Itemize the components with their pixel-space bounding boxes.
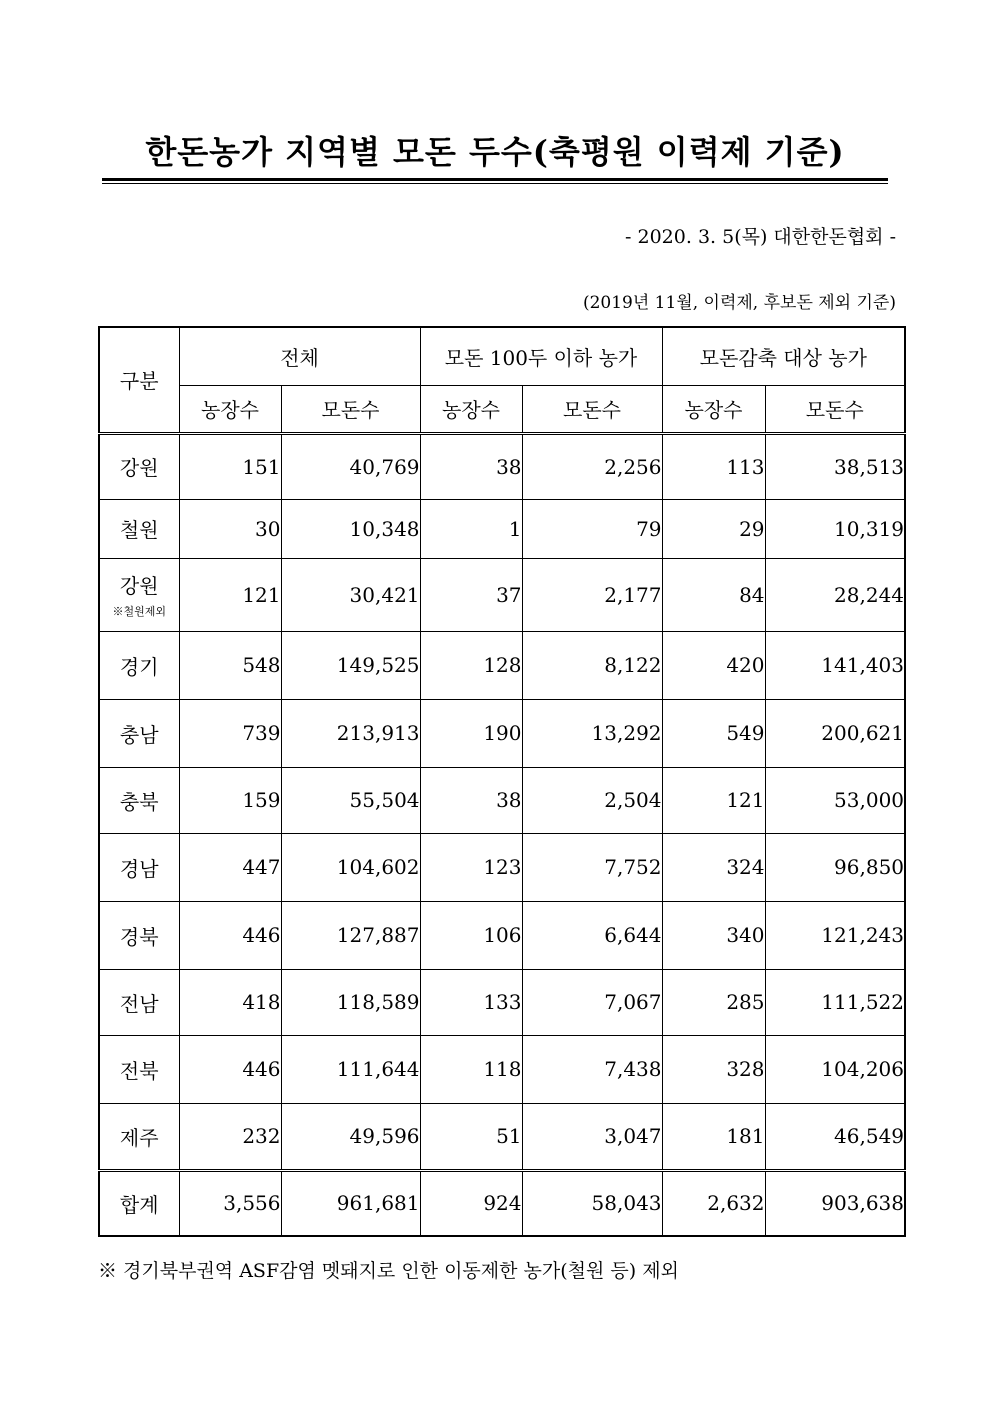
region-name: 충남 bbox=[119, 722, 159, 747]
region-cell bbox=[99, 1035, 179, 1103]
header-farms: 농장수 bbox=[662, 385, 765, 433]
farms-value: 37 bbox=[420, 558, 522, 631]
sows-value: 6,644 bbox=[522, 901, 662, 969]
sows-value: 2,177 bbox=[522, 558, 662, 631]
farms-value: 30 bbox=[179, 499, 281, 558]
region-name: 경북 bbox=[119, 924, 159, 949]
table-row bbox=[99, 833, 905, 901]
sows-value: 7,067 bbox=[522, 969, 662, 1035]
basis-note: (2019년 11월, 이력제, 후보돈 제외 기준) bbox=[582, 293, 896, 313]
sows-value: 79 bbox=[522, 499, 662, 558]
farms-value: 38 bbox=[420, 767, 522, 833]
title-underline-thin bbox=[102, 183, 888, 184]
farms-value: 29 bbox=[662, 499, 765, 558]
farms-value: 418 bbox=[179, 969, 281, 1035]
region-name: 경남 bbox=[119, 856, 159, 881]
total-farms-value: 2,632 bbox=[662, 1170, 765, 1236]
sows-value: 40,769 bbox=[281, 433, 420, 499]
header-category: 구분 bbox=[99, 327, 179, 433]
farms-value: 548 bbox=[179, 631, 281, 699]
farms-value: 340 bbox=[662, 901, 765, 969]
table-row bbox=[99, 901, 905, 969]
farms-value: 446 bbox=[179, 1035, 281, 1103]
table-row bbox=[99, 558, 905, 631]
sow-count-table bbox=[98, 326, 906, 1237]
title-block bbox=[102, 126, 888, 184]
farms-value: 106 bbox=[420, 901, 522, 969]
farms-value: 447 bbox=[179, 833, 281, 901]
header-group-small-farms: 모돈 100두 이하 농가 bbox=[420, 327, 662, 385]
header-sows: 모돈수 bbox=[765, 385, 905, 433]
farms-value: 133 bbox=[420, 969, 522, 1035]
sows-value: 213,913 bbox=[281, 699, 420, 767]
sows-value: 127,887 bbox=[281, 901, 420, 969]
table-row bbox=[99, 631, 905, 699]
table-row bbox=[99, 433, 905, 499]
header-group-reduction-farms: 모돈감축 대상 농가 bbox=[662, 327, 905, 385]
sows-value: 30,421 bbox=[281, 558, 420, 631]
header-farms: 농장수 bbox=[420, 385, 522, 433]
sows-value: 7,438 bbox=[522, 1035, 662, 1103]
region-cell bbox=[99, 767, 179, 833]
region-cell bbox=[99, 558, 179, 631]
farms-value: 121 bbox=[662, 767, 765, 833]
sows-value: 49,596 bbox=[281, 1103, 420, 1170]
region-cell bbox=[99, 433, 179, 499]
sows-value: 10,348 bbox=[281, 499, 420, 558]
sows-value: 2,256 bbox=[522, 433, 662, 499]
page-title: 한돈농가 지역별 모돈 두수(축평원 이력제 기준) bbox=[145, 133, 845, 171]
issuer-line: - 2020. 3. 5(목) 대한한돈협회 - bbox=[625, 226, 896, 248]
farms-value: 181 bbox=[662, 1103, 765, 1170]
table-row bbox=[99, 499, 905, 558]
sows-value: 149,525 bbox=[281, 631, 420, 699]
region-note: ※철원제외 bbox=[112, 605, 166, 618]
header-sows: 모돈수 bbox=[522, 385, 662, 433]
region-name: 제주 bbox=[119, 1125, 159, 1150]
region-name: 전북 bbox=[119, 1058, 159, 1083]
sows-value: 13,292 bbox=[522, 699, 662, 767]
sows-value: 55,504 bbox=[281, 767, 420, 833]
table-row bbox=[99, 1103, 905, 1170]
sows-value: 10,319 bbox=[765, 499, 905, 558]
farms-value: 446 bbox=[179, 901, 281, 969]
region-name: 충북 bbox=[119, 789, 159, 814]
farms-value: 51 bbox=[420, 1103, 522, 1170]
sows-value: 96,850 bbox=[765, 833, 905, 901]
sows-value: 118,589 bbox=[281, 969, 420, 1035]
sows-value: 28,244 bbox=[765, 558, 905, 631]
total-sows-value: 58,043 bbox=[522, 1170, 662, 1236]
farms-value: 328 bbox=[662, 1035, 765, 1103]
sows-value: 111,522 bbox=[765, 969, 905, 1035]
sows-value: 141,403 bbox=[765, 631, 905, 699]
farms-value: 232 bbox=[179, 1103, 281, 1170]
farms-value: 159 bbox=[179, 767, 281, 833]
sows-value: 3,047 bbox=[522, 1103, 662, 1170]
region-name: 철원 bbox=[119, 518, 159, 542]
region-cell bbox=[99, 901, 179, 969]
title-underline bbox=[102, 178, 888, 181]
sows-value: 111,644 bbox=[281, 1035, 420, 1103]
table-row bbox=[99, 699, 905, 767]
farms-value: 739 bbox=[179, 699, 281, 767]
sows-value: 121,243 bbox=[765, 901, 905, 969]
total-farms-value: 3,556 bbox=[179, 1170, 281, 1236]
farms-value: 118 bbox=[420, 1035, 522, 1103]
farms-value: 324 bbox=[662, 833, 765, 901]
region-cell bbox=[99, 499, 179, 558]
sows-value: 38,513 bbox=[765, 433, 905, 499]
farms-value: 285 bbox=[662, 969, 765, 1035]
farms-value: 190 bbox=[420, 699, 522, 767]
farms-value: 128 bbox=[420, 631, 522, 699]
sows-value: 200,621 bbox=[765, 699, 905, 767]
region-name: 강원 bbox=[119, 456, 159, 480]
farms-value: 84 bbox=[662, 558, 765, 631]
farms-value: 123 bbox=[420, 833, 522, 901]
region-name: 경기 bbox=[119, 654, 159, 679]
table-row bbox=[99, 1035, 905, 1103]
region-cell bbox=[99, 1103, 179, 1170]
sows-value: 53,000 bbox=[765, 767, 905, 833]
farms-value: 38 bbox=[420, 433, 522, 499]
table-row bbox=[99, 767, 905, 833]
sows-value: 104,602 bbox=[281, 833, 420, 901]
region-cell bbox=[99, 833, 179, 901]
total-sows-value: 903,638 bbox=[765, 1170, 905, 1236]
region-name: 강원 bbox=[119, 574, 159, 598]
header-sows: 모돈수 bbox=[281, 385, 420, 433]
header-group-total: 전체 bbox=[179, 327, 420, 385]
total-sows-value: 961,681 bbox=[281, 1170, 420, 1236]
region-name: 전남 bbox=[119, 991, 159, 1016]
header-farms: 농장수 bbox=[179, 385, 281, 433]
farms-value: 1 bbox=[420, 499, 522, 558]
total-row bbox=[99, 1170, 905, 1236]
sows-value: 104,206 bbox=[765, 1035, 905, 1103]
farms-value: 151 bbox=[179, 433, 281, 499]
region-cell bbox=[99, 699, 179, 767]
sows-value: 7,752 bbox=[522, 833, 662, 901]
table-row bbox=[99, 969, 905, 1035]
total-label: 합계 bbox=[99, 1170, 179, 1236]
region-cell bbox=[99, 969, 179, 1035]
farms-value: 549 bbox=[662, 699, 765, 767]
sows-value: 8,122 bbox=[522, 631, 662, 699]
region-cell bbox=[99, 631, 179, 699]
farms-value: 420 bbox=[662, 631, 765, 699]
farms-value: 121 bbox=[179, 558, 281, 631]
sows-value: 2,504 bbox=[522, 767, 662, 833]
farms-value: 113 bbox=[662, 433, 765, 499]
total-farms-value: 924 bbox=[420, 1170, 522, 1236]
sows-value: 46,549 bbox=[765, 1103, 905, 1170]
footnote: ※ 경기북부권역 ASF감염 멧돼지로 인한 이동제한 농가(철원 등) 제외 bbox=[98, 1260, 679, 1282]
